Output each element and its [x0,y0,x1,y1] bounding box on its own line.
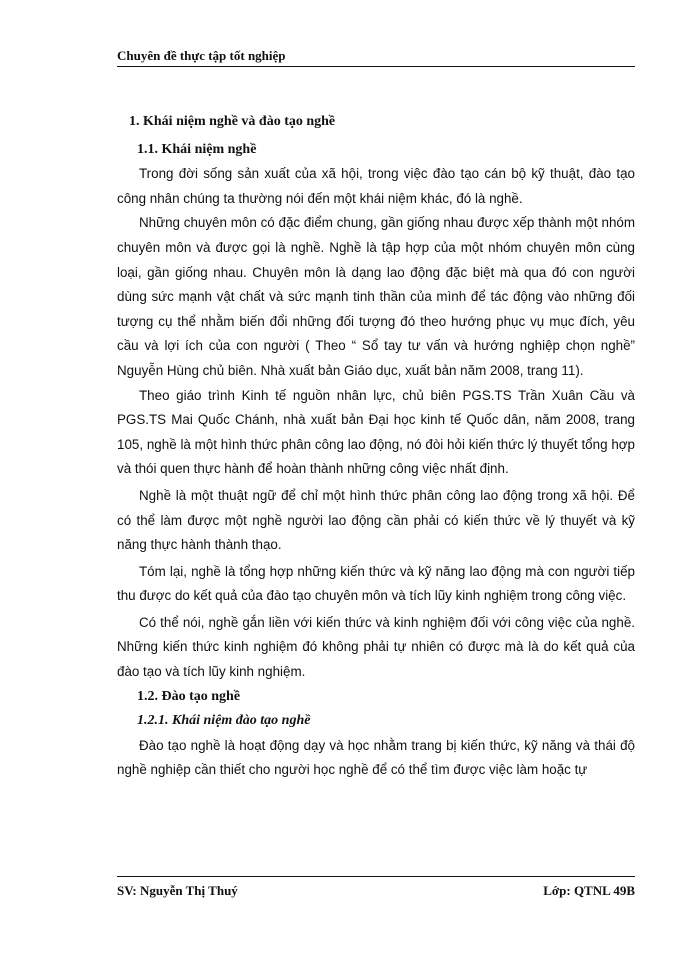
header-rule [117,66,635,67]
subsection-heading-1-2: 1.2. Đào tạo nghề [137,688,241,704]
subsection-heading-1-1: 1.1. Khái niệm nghề [137,141,257,157]
section-heading-1: 1. Khái niệm nghề và đào tạo nghề [129,114,336,129]
paragraph: Theo giáo trình Kinh tế nguồn nhân lực, chủ biên PGS.TS Trần Xuân Cầu và PGS.TS Mai Quốc Chánh, nhà xuất bản Đại học kinh tế Quốc dân, năm 2008, trang 105, nghề là một hình thức phân công lao động, nó đòi hỏi kiến thức lý thuyết tổng hợp và thói quen thực hành để hoàn thành những công việc nhất định. [117,387,635,477]
footer-row [117,877,635,899]
subsection-heading-1-2-1: 1.2.1. Khái niệm đào tạo nghề [137,713,311,729]
page-footer [117,876,635,899]
page-header [117,48,635,67]
header-title: Chuyên đề thực tập tốt nghiệp [117,48,286,63]
paragraph: Tóm lại, nghề là tổng hợp những kiến thức và kỹ năng lao động mà con người tiếp thu được do kết quả của đào tạo chuyên môn và tích lũy kinh nghiệm trong công việc. [117,563,635,604]
paragraph: Trong đời sống sản xuất của xã hội, trong việc đào tạo cán bộ kỹ thuật, đào tạo công nhân chúng ta thường nói đến một khái niệm khác, đó là nghề. [117,166,635,206]
paragraph: Có thể nói, nghề gắn liền với kiến thức và kinh nghiệm đối với công việc của nghề. Những kiến thức kinh nghiệm đó không phải tự nhiên có được mà là do kết quả của đào tạo và tích lũy kinh nghiệm. [117,614,635,680]
footer-class: Lớp: QTNL 49B [543,883,635,898]
footer-student: SV: Nguyễn Thị Thuý [117,883,238,898]
paragraph: Những chuyên môn có đặc điểm chung, gần giống nhau được xếp thành một nhóm chuyên môn và được gọi là nghề. Nghề là tập hợp của một nhóm chuyên môn cùng loại, gần giống nhau. Chuyên môn là dạng lao động đặc biệt mà qua đó con người dùng sức mạnh vật chất và sức mạnh tinh thần của mình để tác động vào những đối tượng cụ thể nhằm biến đổi những đối tượng đó theo hướng phục vụ mục đích, yêu cầu và lợi ích của con người ( Theo “ Sổ tay tư vấn và hướng nghiệp chọn nghề” Nguyễn Hùng chủ biên. Nhà xuất bản Giáo dục, xuất bản năm 2008, trang 11). [117,215,635,378]
paragraph: Nghề là một thuật ngữ để chỉ một hình thức phân công lao động trong xã hội. Để có thể làm được một nghề người lao động cần phải có kiến thức về lý thuyết và kỹ năng thực hành thành thạo. [117,487,635,553]
paragraph: Đào tạo nghề là hoạt động dạy và học nhằm trang bị kiến thức, kỹ năng và thái độ nghề nghiệp cần thiết cho người học nghề để có thể tìm được việc làm hoặc tự [117,737,635,778]
document-body [117,110,635,783]
